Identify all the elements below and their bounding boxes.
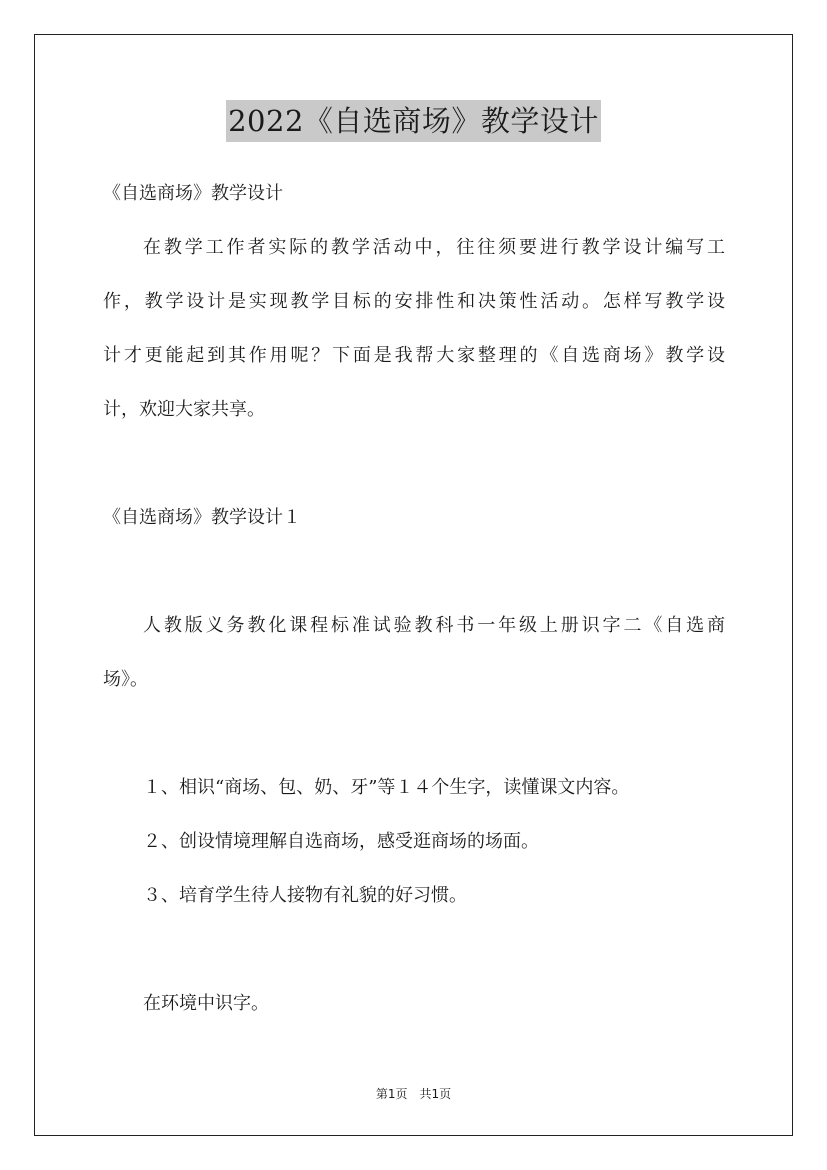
page-footer: 第1页 共1页: [375, 1087, 452, 1101]
title-container: [0, 100, 827, 142]
textbook-line-1: 人教版义务教化课程标准试验教科书一年级上册识字二《自选商: [143, 615, 725, 636]
goal-item-1: １、相识“商场、包、奶、牙”等１４个生字，读懂课文内容。: [143, 777, 630, 798]
intro-line-3: 计才更能起到其作用呢？下面是我帮大家整理的《自选商场》教学设: [103, 345, 725, 366]
goal-item-3: ３、培育学生待人接物有礼貌的好习惯。: [143, 885, 467, 906]
goal-item-2: ２、创设情境理解自选商场，感受逛商场的场面。: [143, 831, 539, 852]
last-paragraph: 在环境中识字。: [143, 993, 269, 1014]
intro-line-1: 在教学工作者实际的教学活动中，往往须要进行教学设计编写工: [143, 237, 725, 258]
document-title: 2022《自选商场》教学设计: [226, 100, 601, 142]
section-heading: 《自选商场》教学设计１: [103, 507, 301, 528]
subtitle: 《自选商场》教学设计: [103, 183, 283, 204]
textbook-line-2: 场》。: [103, 669, 148, 690]
intro-line-4: 计，欢迎大家共享。: [103, 399, 265, 420]
intro-line-2: 作，教学设计是实现教学目标的安排性和决策性活动。怎样写教学设: [103, 291, 725, 312]
